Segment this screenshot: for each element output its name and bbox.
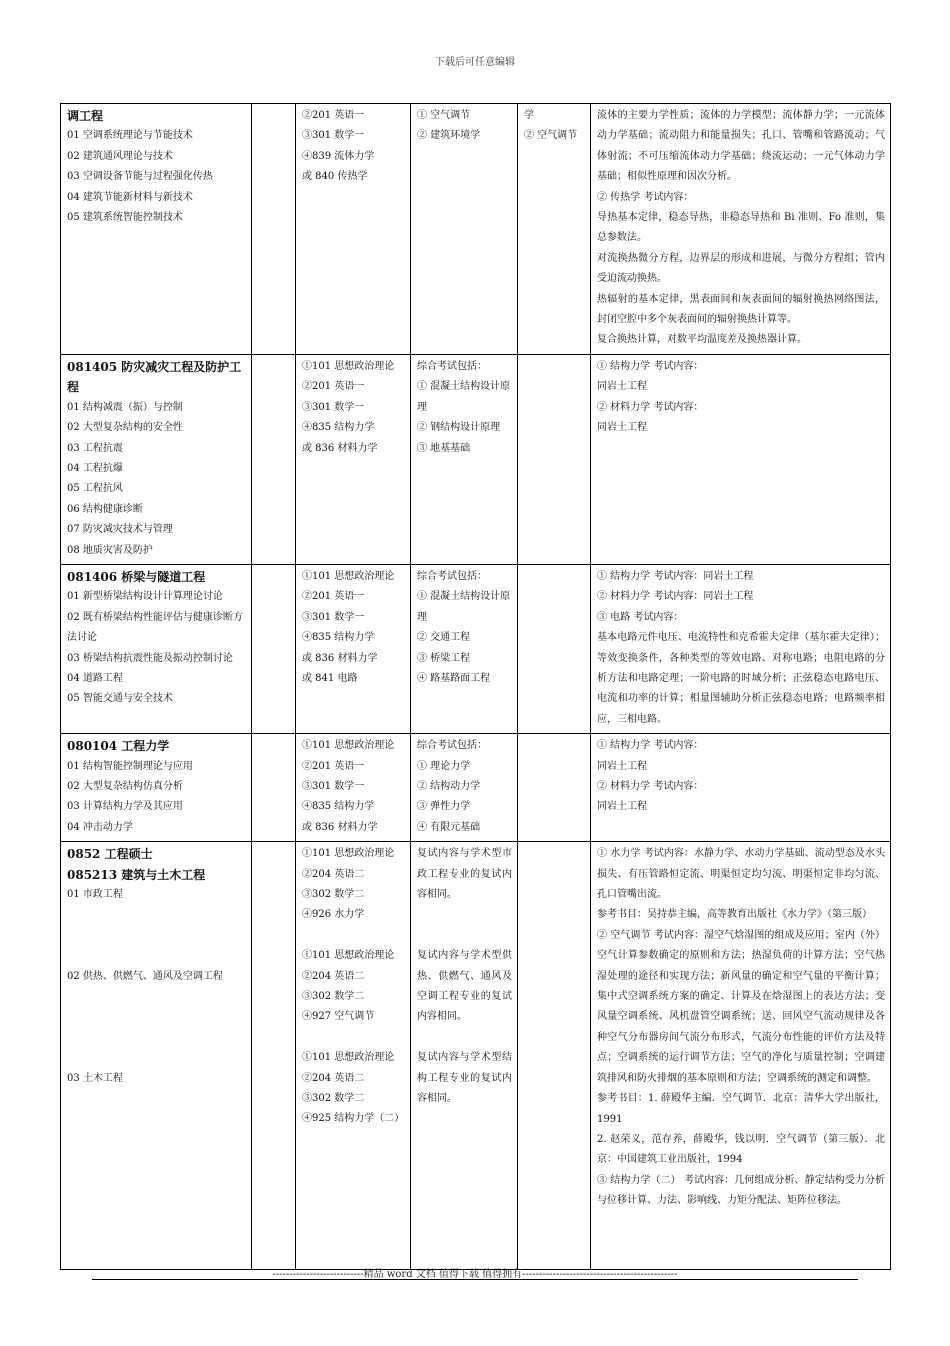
content-paragraph: 参考书目：吴持恭主编，高等教育出版社《水力学》（第三版） (597, 909, 872, 921)
retest-item: ① 理论力学 (417, 760, 471, 772)
empty-cell (252, 354, 296, 564)
program-title: 080104 工程力学 (67, 739, 170, 754)
table-row (61, 842, 891, 1270)
content-paragraph: 2. 赵荣义，范存养，薛殿华，钱以明．空气调节（第三版）．北京：中国建筑工业出版社，1994 (597, 1133, 885, 1166)
exam-subject: ②201 英语一 (302, 110, 365, 121)
exam-subject: ④839 流体力学 (302, 150, 375, 162)
exam-subject: ③301 数学一 (302, 781, 365, 792)
exam-subject: ②204 英语二 (302, 1072, 365, 1084)
direction-item: 01 结构减震（振）与控制 (67, 401, 183, 413)
exam-subject: ④927 空气调节 (302, 1011, 375, 1023)
exam-subject: ①101 思想政治理论 (302, 570, 395, 582)
direction-item: 02 既有桥梁结构性能评估与健康诊断方法讨论 (67, 611, 243, 644)
content-paragraph: 参考书目：1. 薛殿华主编．空气调节．北京：清华大学出版社，1991 (597, 1093, 885, 1125)
retest-cell (411, 354, 518, 564)
content-paragraph: ③ 电路 考试内容： (597, 611, 684, 623)
content-paragraph: ① 结构力学 考试内容： (597, 360, 704, 372)
retest-item: ④ 有限元基础 (417, 821, 481, 833)
table-row (61, 354, 891, 564)
content-paragraph: 同岩土工程 (597, 381, 647, 393)
direction-item: 07 防灾减灾技术与管理 (67, 524, 173, 536)
retest-item: ① 空气调节 (417, 110, 471, 121)
empty-cell (252, 564, 296, 733)
exam-subject: ①101 思想政治理论 (302, 1052, 395, 1064)
exam-subject: 或 836 材料力学 (302, 652, 378, 664)
exam-subject: ②204 英语二 (302, 970, 365, 982)
exam-content-cell (591, 564, 891, 733)
retest-item: ③ 弹性力学 (417, 801, 471, 813)
content-paragraph: 热辐射的基本定律，黑表面间和灰表面间的辐射换热网络图法，封闭空腔中多个灰表面间的辐射换热计算等。 (597, 293, 885, 326)
direction-item: 02 大型复杂结构仿真分析 (67, 781, 183, 792)
exam-subjects-cell (296, 734, 411, 842)
footer-rule (92, 1279, 858, 1280)
exam-subject: ④925 结构力学（二） (302, 1113, 405, 1125)
direction-item: 01 市政工程 (67, 889, 123, 901)
exam-subject: ③302 数学二 (302, 1093, 365, 1105)
retest-item: ② 交通工程 (417, 632, 471, 644)
exam-subject: ②201 英语一 (302, 760, 365, 772)
retest-item: ③ 地基基础 (417, 442, 471, 454)
direction-item: 03 工程抗震 (67, 442, 123, 454)
extra-cell (518, 734, 591, 842)
retest-item: ① 混凝土结构设计原理 (417, 591, 511, 623)
extra-cell (518, 564, 591, 733)
content-paragraph: 复合换热计算，对数平均温度差及换热器计算。 (597, 334, 807, 346)
direction-item: 02 建筑通风理论与技术 (67, 150, 173, 162)
direction-item: 04 建筑节能新材料与新技术 (67, 191, 193, 203)
page-header: 下载后可任意编辑 (435, 57, 515, 68)
content-paragraph: 流体的主要力学性质；流体的力学模型；流体静力学；一元流体动力学基础；流动阻力和能量损失；孔口、管嘴和管路流动；气体射流；不可压缩流体动力学基础；绕流运动；一元气体动力学基础；相似性原理和因次分析。 (597, 110, 885, 183)
table-row (61, 734, 891, 842)
content-paragraph: ① 结构力学 考试内容：同岩土工程 (597, 570, 754, 582)
exam-subject: 或 836 材料力学 (302, 442, 378, 454)
direction-item: 03 桥梁结构抗震性能及振动控制讨论 (67, 652, 233, 664)
extra-item: ② 空气调节 (524, 130, 578, 142)
exam-subject: ④835 结构力学 (302, 422, 375, 434)
content-paragraph: 同岩土工程 (597, 760, 647, 772)
exam-subject: 或 840 传热学 (302, 171, 368, 183)
content-paragraph: ② 材料力学 考试内容： (597, 781, 704, 792)
empty-cell (252, 104, 296, 355)
content-paragraph: ① 结构力学 考试内容： (597, 740, 704, 752)
exam-subject: ④835 结构力学 (302, 801, 375, 813)
extra-item: 学 (524, 110, 534, 121)
exam-subjects-cell (296, 564, 411, 733)
program-cell (61, 104, 252, 355)
direction-item: 02 大型复杂结构的安全性 (67, 422, 183, 434)
direction-item: 05 建筑系统智能控制技术 (67, 212, 183, 224)
retest-item: 综合考试包括： (417, 740, 487, 752)
program-cell (61, 842, 252, 1270)
exam-subject: ③301 数学一 (302, 130, 365, 142)
direction-item: 05 智能交通与安全技术 (67, 693, 173, 705)
content-paragraph: ① 水力学 考试内容：水静力学、水动力学基础、流动型态及水头损失、有压管路恒定流、明渠恒定均匀流、明渠恒定非均匀流、孔口管嘴出流。 (597, 848, 885, 901)
extra-cell (518, 842, 591, 1270)
retest-item: ② 钢结构设计原理 (417, 422, 501, 434)
exam-subjects-cell (296, 842, 411, 1270)
exam-subject: ③302 数学二 (302, 991, 365, 1003)
program-cell (61, 734, 252, 842)
program-title: 081405 防灾减灾工程及防护工程 (67, 359, 242, 395)
extra-cell (518, 354, 591, 564)
content-paragraph: 导热基本定律，稳态导热，非稳态导热和 Bi 准则、Fo 准则，集总参数法。 (597, 212, 885, 244)
table-row (61, 104, 891, 355)
content-paragraph: ② 材料力学 考试内容： (597, 401, 704, 413)
exam-content-cell (591, 354, 891, 564)
content-paragraph: 基本电路元件电压、电流特性和克希霍夫定律（基尔霍夫定律）；等效变换条件，各种类型的等效电路、对称电路；电阻电路的分析方法和电路定理；一阶电路的时域分析；正弦稳态电路电压、电流和功率的计算；相量图辅助分析正弦稳态电路；电路频率相应，三相电路。 (597, 632, 885, 725)
exam-subject: ③301 数学一 (302, 611, 365, 623)
direction-item: 01 结构智能控制理论与应用 (67, 760, 193, 772)
retest-item: ② 结构动力学 (417, 781, 481, 792)
exam-content-cell (591, 104, 891, 355)
empty-cell (252, 842, 296, 1270)
direction-item: 04 冲击动力学 (67, 821, 133, 833)
retest-item: 复试内容与学术型市政工程专业的复试内容相同。 (417, 848, 512, 901)
page-footer: ---------------------------精品 word 文档 值得下载 值得拥有---------------------------------------------- (272, 1269, 678, 1280)
program-subtitle: 085213 建筑与土木工程 (67, 867, 206, 882)
content-paragraph: 同岩土工程 (597, 422, 647, 434)
exam-subject: ①101 思想政治理论 (302, 950, 395, 962)
direction-item: 03 空调设备节能与过程强化传热 (67, 171, 213, 183)
exam-subject: ④926 水力学 (302, 909, 365, 921)
direction-item: 05 工程抗风 (67, 483, 123, 495)
retest-item: 综合考试包括： (417, 360, 487, 372)
program-cell (61, 354, 252, 564)
exam-subject: 或 836 材料力学 (302, 821, 378, 833)
direction-item: 02 供热、供燃气、通风及空调工程 (67, 970, 223, 982)
program-cell (61, 564, 252, 733)
direction-item: 01 新型桥梁结构设计计算理论讨论 (67, 591, 223, 603)
program-table (60, 103, 891, 1270)
exam-subject: ④835 结构力学 (302, 632, 375, 644)
exam-subject: ①101 思想政治理论 (302, 360, 395, 372)
content-paragraph: 同岩土工程 (597, 801, 647, 813)
direction-item: 01 空调系统理论与节能技术 (67, 130, 193, 142)
direction-item: 04 道路工程 (67, 672, 123, 684)
retest-cell (411, 104, 518, 355)
exam-subject: ②201 英语一 (302, 591, 365, 603)
retest-cell (411, 842, 518, 1270)
direction-item: 04 工程抗爆 (67, 462, 123, 474)
retest-cell (411, 564, 518, 733)
exam-subject: ③302 数学二 (302, 889, 365, 901)
retest-item: ② 建筑环境学 (417, 130, 481, 142)
direction-item: 03 土木工程 (67, 1072, 123, 1084)
exam-subject: ②204 英语二 (302, 868, 365, 880)
content-paragraph: ② 空气调节 考试内容：湿空气焓湿图的组成及应用；室内（外）空气计算参数确定的原则和方法；热湿负荷的计算方法；空气热湿处理的途径和实现方法；新风量的确定和空气量的平衡计算；集中式空调系统方案的确定、计算及在焓湿图上的表达方法；变风量空调系统、风机盘管空调系统；送、回风空气流动规律及各种空气分布器房间气流分布形式，气流分布性能的评价方法及特点；空调系统的运行调节方法；空气的净化与质量控制；空调建筑排风和防火排烟的基本原则和方法；空调系统的测定和调整。 (597, 929, 885, 1084)
direction-item: 06 结构健康诊断 (67, 503, 143, 515)
retest-item: ① 混凝土结构设计原理 (417, 381, 511, 413)
exam-content-cell (591, 842, 891, 1270)
content-paragraph: ③ 结构力学（二） 考试内容：几何组成分析、静定结构受力分析与位移计算、力法、影响线、力矩分配法、矩阵位移法。 (597, 1174, 885, 1207)
retest-cell (411, 734, 518, 842)
exam-subject: ①101 思想政治理论 (302, 740, 395, 752)
retest-item: 复试内容与学术型供热、供燃气、通风及空调工程专业的复试内容相同。 (417, 950, 512, 1023)
retest-item: ③ 桥梁工程 (417, 652, 471, 664)
exam-subject: 或 841 电路 (302, 672, 358, 684)
exam-subjects-cell (296, 354, 411, 564)
content-paragraph: ② 材料力学 考试内容：同岩土工程 (597, 591, 754, 603)
extra-cell (518, 104, 591, 355)
exam-subject: ③301 数学一 (302, 401, 365, 413)
table-row (61, 564, 891, 733)
program-title: 0852 工程硕士 (67, 847, 153, 862)
content-paragraph: 对流换热微分方程，边界层的形成和进展，与微分方程组；管内受迫流动换热。 (597, 252, 885, 285)
exam-subject: ②201 英语一 (302, 381, 365, 393)
direction-item: 08 地质灾害及防护 (67, 544, 153, 556)
exam-subject: ①101 思想政治理论 (302, 848, 395, 860)
content-paragraph: ② 传热学 考试内容： (597, 191, 694, 203)
retest-item: 综合考试包括： (417, 570, 487, 582)
exam-subjects-cell (296, 104, 411, 355)
direction-item: 03 计算结构力学及其应用 (67, 801, 183, 813)
retest-item: ④ 路基路面工程 (417, 672, 491, 684)
program-title: 调工程 (67, 109, 104, 123)
retest-item: 复试内容与学术型结构工程专业的复试内容相同。 (417, 1052, 512, 1105)
program-title: 081406 桥梁与隧道工程 (67, 569, 206, 584)
exam-content-cell (591, 734, 891, 842)
empty-cell (252, 734, 296, 842)
